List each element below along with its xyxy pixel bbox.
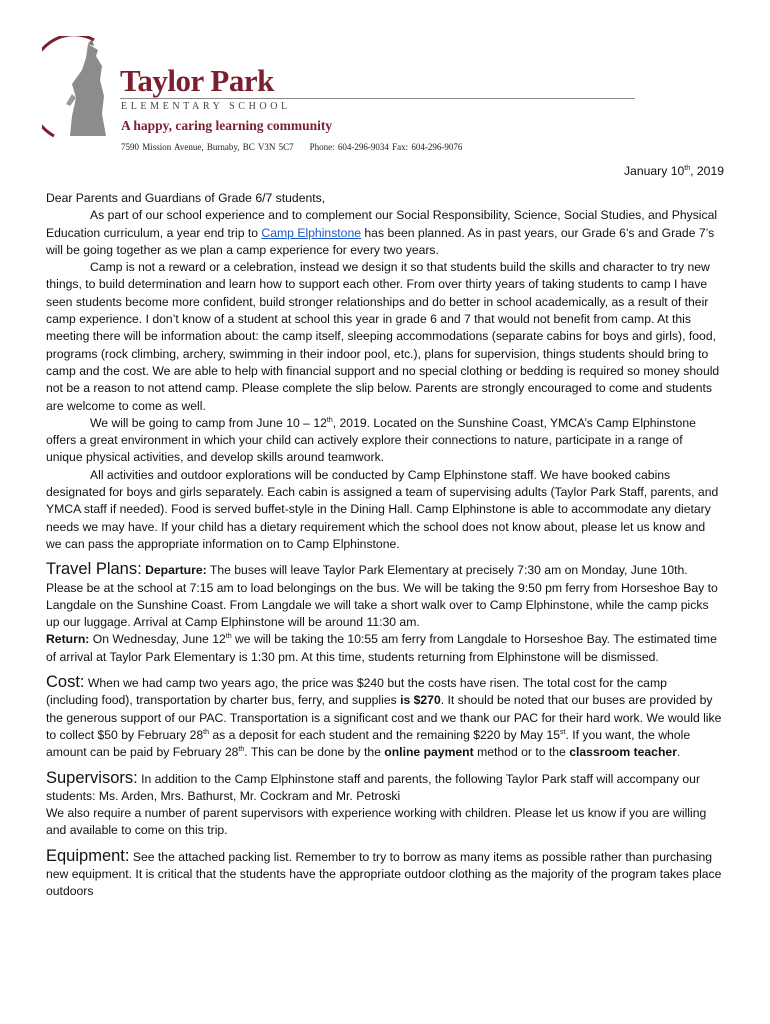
return-text-b: we will be taking the 10:55 am ferry from Langdale to Horseshoe Bay. The estimated time of arrival at Taylor Park Elementary is 1:30 pm. At this time, students returning from Elphinstone will be dismissed. (46, 632, 717, 664)
equipment-heading: Equipment: (46, 846, 130, 865)
school-contact: Phone: 604-296-9034 Fax: 604-296-9076 (309, 142, 463, 152)
school-name: Taylor Park (120, 63, 274, 98)
cost-text-c: as a deposit for each student and the remaining $220 by May 15 (209, 727, 560, 742)
p3-text-a: We will be going to camp from June 10 – 12 (90, 415, 327, 430)
cost-text-a: When we had camp two years ago, the price was $240 but the costs have risen. The total cost for the camp (including food), transportation by charter bus, ferry, and supplies (46, 676, 667, 708)
return-label: Return: (46, 632, 90, 647)
letter-date (624, 164, 724, 178)
date-sup: th (684, 164, 691, 172)
cost-online-payment: online payment (384, 745, 474, 760)
date-year: , 2019 (690, 164, 724, 178)
departure-label: Departure: (145, 563, 207, 578)
cost-classroom-teacher: classroom teacher (569, 745, 677, 760)
equipment-text: See the attached packing list. Remember to try to borrow as many items as possible rather than purchasing new equipment. It is critical that the students have the appropriate outdoor clothing as the majority of the program takes place outdoors (46, 849, 722, 899)
letter-body (46, 190, 722, 901)
supervisors-heading: Supervisors: (46, 768, 138, 787)
supervisors-text-b: We also require a number of parent supervisors with experience working with children. Please let us know if you are willing and available to come on this trip. (46, 806, 707, 838)
cost-text-d: . If you want, the whole amount can be paid by February 28 (46, 727, 691, 760)
salutation: Dear Parents and Guardians of Grade 6/7 students, (46, 191, 326, 205)
departure-text: The buses will leave Taylor Park Elementary at precisely 7:30 am on Monday, June 10th. Please be at the school at 7:15 am to load belongings on the bus. We will be taking the 9:50 pm ferry from Horseshoe Bay to Langdale on the Sunshine Coast. From Langdale we will take a short walk over to Camp Elphinstone, while the camp picks up our luggage. Arrival at Camp Elphinstone will be around 11:30 am. (46, 563, 718, 630)
paragraph-activities: All activities and outdoor explorations will be conducted by Camp Elphinstone staff. We have booked cabins designated for boys and girls separately. Each cabin is assigned a team of supervising adults (Taylor Park Staff, parents, and YMCA staff if needed). Food is served buffet-style in the Dining Hall. Camp Elphinstone is able to accommodate any dietary needs we may have. If your child has a dietary requirement which the school does not know about, please let us know and we can pass the appropriate information on to Camp Elphinstone. (46, 467, 719, 551)
p1-text-b: has been planned. As in past years, our Grade 6’s and Grade 7’s will be going together as we plan a camp experience for every two years. (46, 225, 715, 257)
cost-text-g: . (676, 745, 681, 760)
school-logo-icon (42, 36, 122, 142)
paragraph-camp-purpose: Camp is not a reward or a celebration, instead we design it so that students build the skills and character to try new things, to build determination and learn how to support each other. From over thirty years of taking students to camp I have seen students become more confident, build stronger relationships and do better in school academically, as a result of their camp experience. I don’t know of a student at school this year in grade 6 and 7 that would not benefit from camp. At this meeting there will be information about: the camp itself, sleeping accommodations (separate cabins for boys and girls), food, programs (rock climbing, archery, swimming in their indoor pool, etc.), plans for supervision, things students should bring to camp and the cost. We are able to help with financial support and no special clothing or bedding is required so money should not be a reason to not attend camp. Please complete the slip below. Parents are strongly encouraged to come and students are welcome to come as well. (46, 260, 720, 413)
paragraph-dates (46, 415, 722, 467)
section-equipment (46, 848, 722, 901)
cost-text-e: . This can be done by the (244, 745, 385, 760)
school-subtitle: ELEMENTARY SCHOOL (121, 101, 291, 112)
section-supervisors (46, 770, 722, 840)
cost-text-b: . It should be noted that our buses are provided by the generous support of our PAC. Transportation is a significant cost and we thank our PAC for their hard work. We would like to collect $50 by February 28 (46, 693, 722, 742)
cost-sup-2: st (559, 728, 566, 736)
school-tagline: A happy, caring learning community (121, 118, 333, 133)
school-address-line (121, 142, 462, 152)
section-cost (46, 674, 722, 761)
header-rule (120, 98, 635, 99)
return-sup: th (225, 633, 232, 641)
p3-text-b: , 2019. Located on the Sunshine Coast, YMCA’s Camp Elphinstone offers a great environment in which your child can actively explore their connections to nature, participate in a range of unique physical activities, and develop skills around teamwork. (46, 415, 696, 465)
return-text-a: On Wednesday, June 12 (89, 632, 226, 647)
p1-text-a: As part of our school experience and to complement our Social Responsibility, Science, Social Studies, and Physical Education curriculum, a year end trip to (46, 208, 718, 240)
cost-text-f: method or to the (473, 745, 570, 760)
cost-sup-3: th (238, 746, 245, 754)
cost-sup-1: th (203, 728, 210, 736)
section-travel (46, 561, 722, 666)
supervisors-text-a: In addition to the Camp Elphinstone staff and parents, the following Taylor Park staff will accompany our students: Ms. Arden, Mrs. Bathurst, Mr. Cockram and Mr. Petroski (46, 771, 700, 803)
brand-block (120, 64, 274, 98)
date-text: January 10 (623, 164, 685, 178)
camp-elphinstone-link[interactable]: Camp Elphinstone (261, 225, 362, 240)
paragraph-intro (46, 207, 722, 259)
cost-heading: Cost: (46, 673, 85, 692)
cost-total: is $270 (400, 693, 441, 708)
school-address: 7590 Mission Avenue, Burnaby, BC V3N 5C7 (121, 142, 294, 152)
travel-heading: Travel Plans: (46, 560, 142, 579)
p3-sup: th (326, 416, 333, 424)
